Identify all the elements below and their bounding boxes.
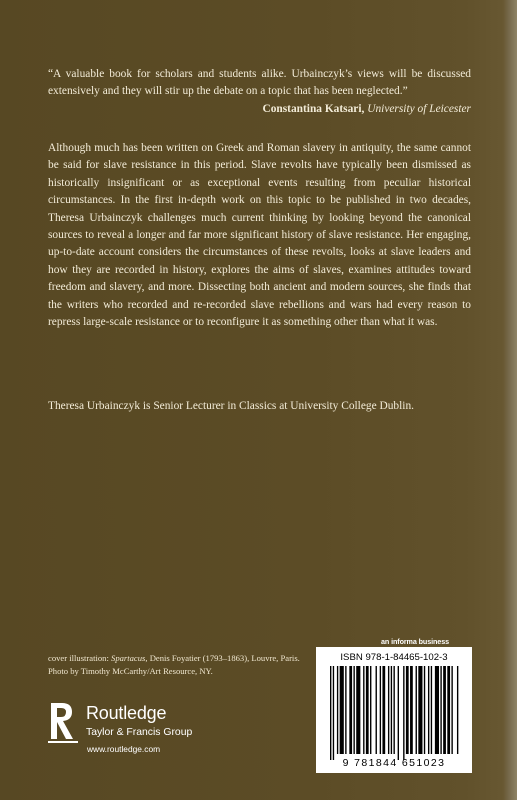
barcode-bars [316,647,472,773]
barcode-bar [393,666,394,754]
quote-text: “A valuable book for scholars and students alike. Urbainczyk’s views will be discussed extensively and they will stir up the debate on a topic that has been neglected.” [48,68,471,98]
quote-affiliation: University of Leicester [367,102,471,115]
barcode-bar [403,666,404,760]
barcode-bar [431,666,432,754]
barcode-bar [416,666,417,754]
barcode-bar [366,666,369,754]
review-quote [48,66,471,118]
barcode-bar [440,666,441,754]
isbn-label: ISBN 978-1-84465-102-3 [340,652,448,663]
credit-title: Spartacus [111,653,146,663]
barcode-bar [443,666,446,754]
barcode-bar [418,666,422,754]
barcode-bar [345,666,346,754]
barcode-bar [451,666,452,754]
barcode-bar [410,666,413,754]
barcode-bar [391,666,392,754]
barcode-bar [333,666,334,760]
barcode-bar [349,666,352,754]
barcode-bar [457,666,458,754]
book-description [48,140,471,331]
barcode-bar [370,666,371,754]
informa-tagline: an informa business [381,637,449,646]
barcode-bar [428,666,429,754]
description-text: Although much has been written on Greek and Roman slavery in antiquity, the same cannot be said for slave resistance in this period. Slave revolts have typically been dismissed as historically insignificant or as exceptional events resulting from peculiar historical circumstances. In the first in-depth work on this topic to be published in two decades, Theresa Urbainczyk challenges much current thinking by looking beyond the canonical sources to reveal a longer and far more significant history of slave resistance. Her engaging, up-to-date account considers the circumstances of these revolts, looks at slave leaders and how they are recorded in history, explores the aims of slaves, examines attitudes toward freedom and slavery, and more. Dissecting both ancient and modern sources, she finds that the writers who recorded and re-recorded slave rebellions and wars had every reason to repress large-scale resistance or to reconfigure it as something other than what it was. [48,142,471,329]
barcode-bar [380,666,381,754]
barcode-bar [330,666,331,760]
routledge-logo-icon [48,699,78,745]
cover-credit [48,652,308,678]
barcode-bar [388,666,389,754]
publisher-group: Taylor & Francis Group [86,727,193,738]
bio-text: Theresa Urbainczyk is Senior Lecturer in Classics at University College Dublin. [48,400,414,412]
barcode-bar [447,666,450,754]
barcode-bar [382,666,385,754]
quote-attribution [48,101,471,118]
barcode-digits: 9 781844 651023 [342,757,446,769]
barcode [316,647,472,773]
barcode-bar [340,666,344,754]
barcode-bar [363,666,364,754]
publisher-url[interactable]: www.routledge.com [87,744,161,754]
barcode-bar [356,666,360,754]
barcode-bar [435,666,439,754]
barcode-bar [353,666,354,754]
barcode-bar [398,666,399,760]
barcode-bar [424,666,425,754]
credit-rest: , Denis Foyatier (1793–1863), Louvre, Paris. Photo by Timothy McCarthy/Art Resource, NY. [48,653,300,676]
barcode-bar [406,666,409,754]
cover-edge [503,0,517,800]
barcode-bar [337,666,338,754]
barcode-bar [376,666,377,754]
quote-author: Constantina Katsari, [262,102,365,115]
credit-prefix: cover illustration: [48,653,109,663]
author-bio [48,398,471,415]
publisher-name: Routledge [86,703,167,723]
